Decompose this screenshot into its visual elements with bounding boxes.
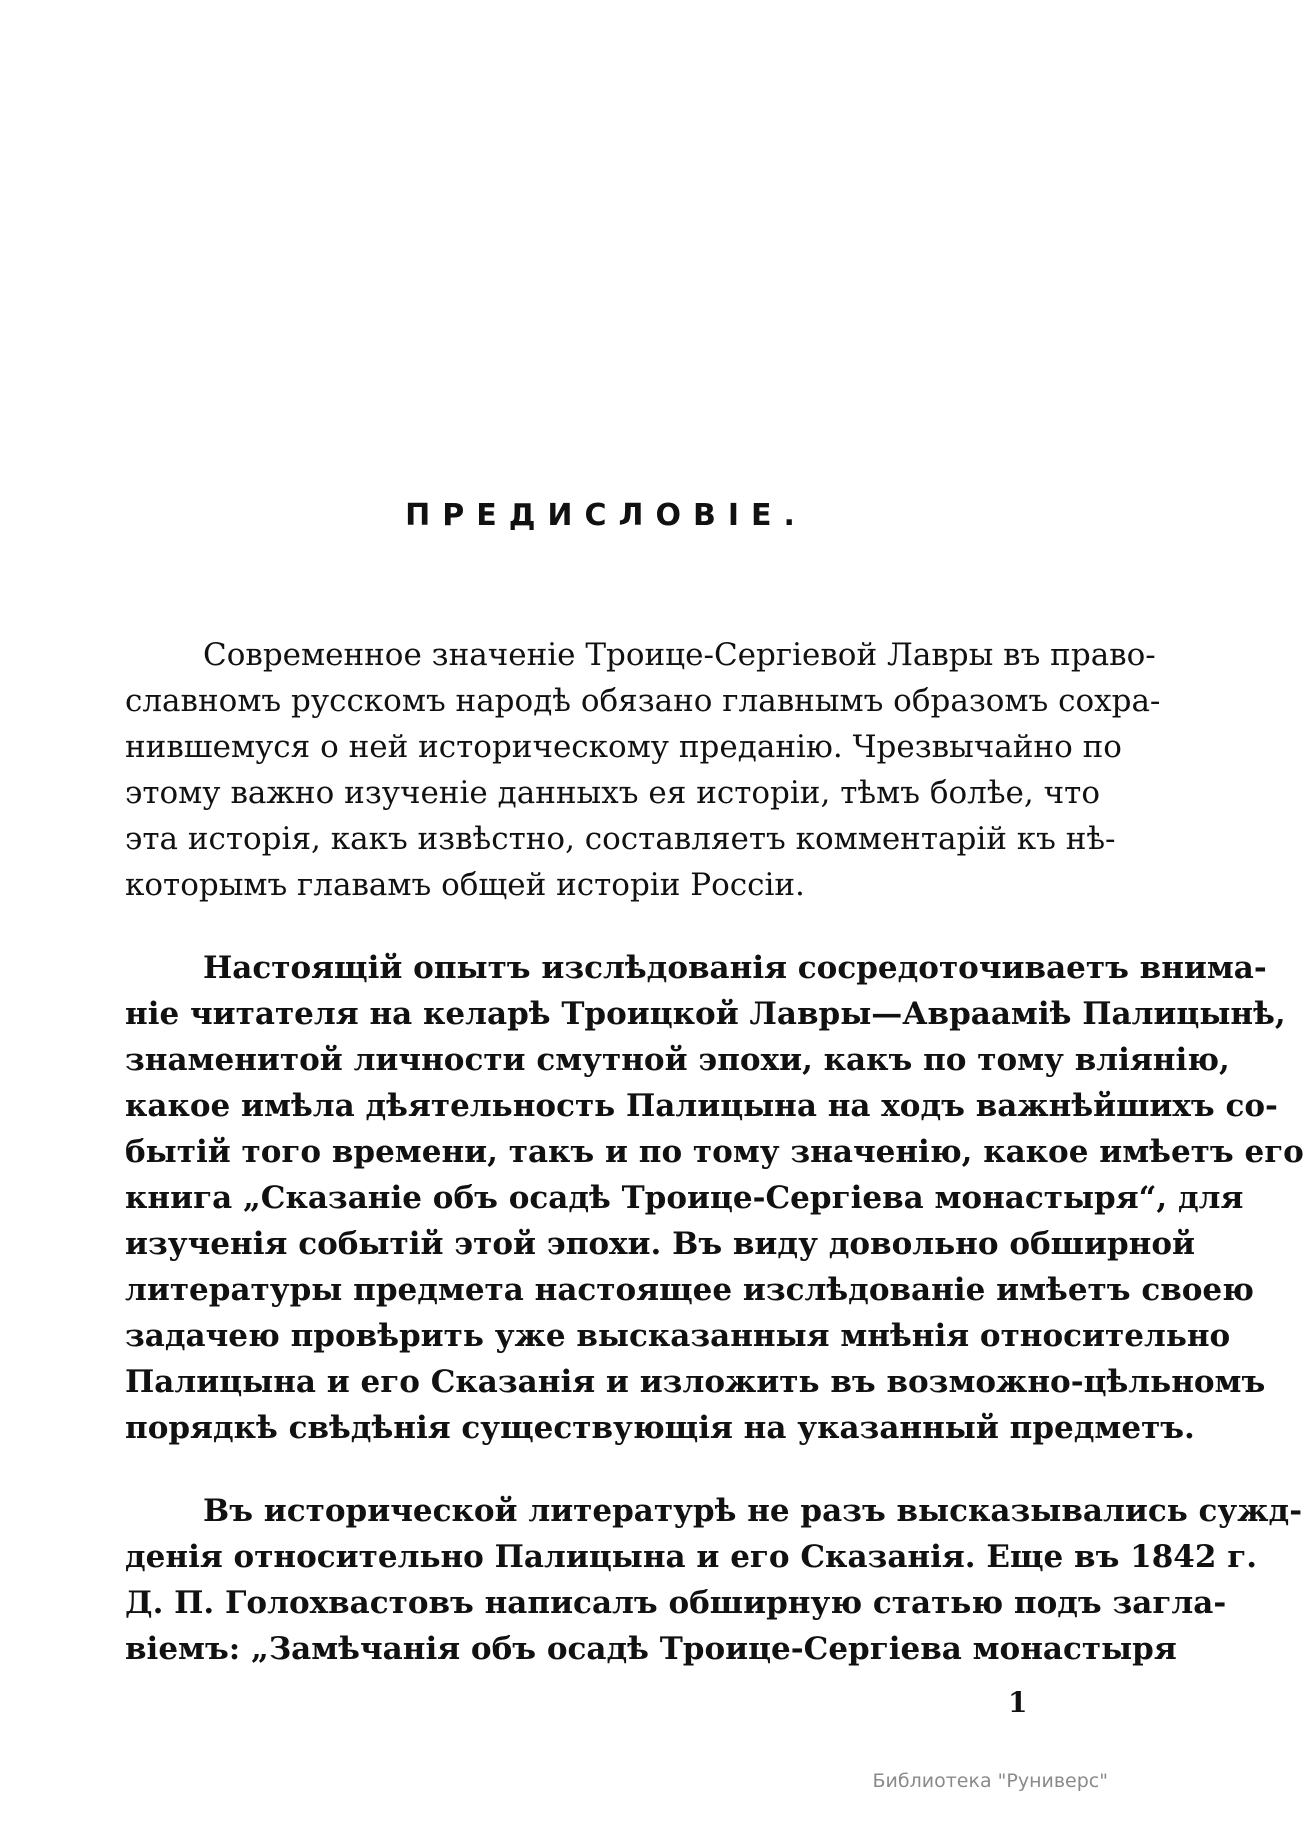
text-line: литературы предмета настоящее изслѣдованіе имѣетъ своею [125,1272,1254,1308]
text-line: эта исторія, какъ извѣстно, составляетъ комментарій къ нѣ- [125,821,1116,857]
text-line: какое имѣла дѣятельность Палицына на ходъ важнѣйшихъ со- [125,1088,1278,1124]
text-line: книга „Сказаніе объ осадѣ Троице-Сергіева монастыря“, для [125,1180,1244,1216]
text-line: ніе читателя на келарѣ Троицкой Лавры—Авраамiѣ Палицынѣ, [125,996,1286,1032]
text-line: Настоящій опытъ изслѣдованія сосредоточиваетъ внима- [203,950,1267,986]
library-watermark: Библиотека "Руниверс" [872,1770,1108,1792]
text-line: Въ исторической литературѣ не разъ высказывались сужд- [203,1493,1303,1529]
text-line: Д. П. Голохвастовъ написалъ обширную статью подъ загла- [125,1585,1227,1621]
text-line: денія относительно Палицына и его Сказанія. Еще въ 1842 г. [125,1539,1258,1575]
text-line: Современное значеніе Троице-Сергіевой Лавры въ право- [203,637,1156,673]
paragraph-1 [125,632,1161,908]
text-line: этому важно изученіе данныхъ ея исторіи, тѣмъ болѣе, что [125,775,1100,811]
text-line: изученія событій этой эпохи. Въ виду довольно обширной [125,1226,1196,1262]
page-number: 1 [1008,1686,1028,1719]
text-line: віемъ: „Замѣчанія объ осадѣ Троице-Сергіева монастыря [125,1631,1177,1667]
text-line: славномъ русскомъ народѣ обязано главнымъ образомъ сохра- [125,683,1161,719]
text-line: порядкѣ свѣдѣнія существующія на указанный предметъ. [125,1410,1195,1446]
text-line: нившемуся о ней историческому преданію. Чрезвычайно по [125,729,1122,765]
paragraph-2 [125,945,1304,1451]
text-line: Палицына и его Сказанія и изложить въ возможно-цѣльномъ [125,1364,1266,1400]
text-line: знаменитой личности смутной эпохи, какъ по тому вліянію, [125,1042,1230,1078]
text-line: бытій того времени, такъ и по тому значенію, какое имѣетъ его [125,1134,1304,1170]
text-line: задачею провѣрить уже высказанныя мнѣнія относительно [125,1318,1231,1354]
page-title: ПРЕДИСЛОВІЕ. [405,498,807,533]
text-line: которымъ главамъ общей исторіи Россіи. [125,867,805,903]
paragraph-3 [125,1488,1303,1672]
